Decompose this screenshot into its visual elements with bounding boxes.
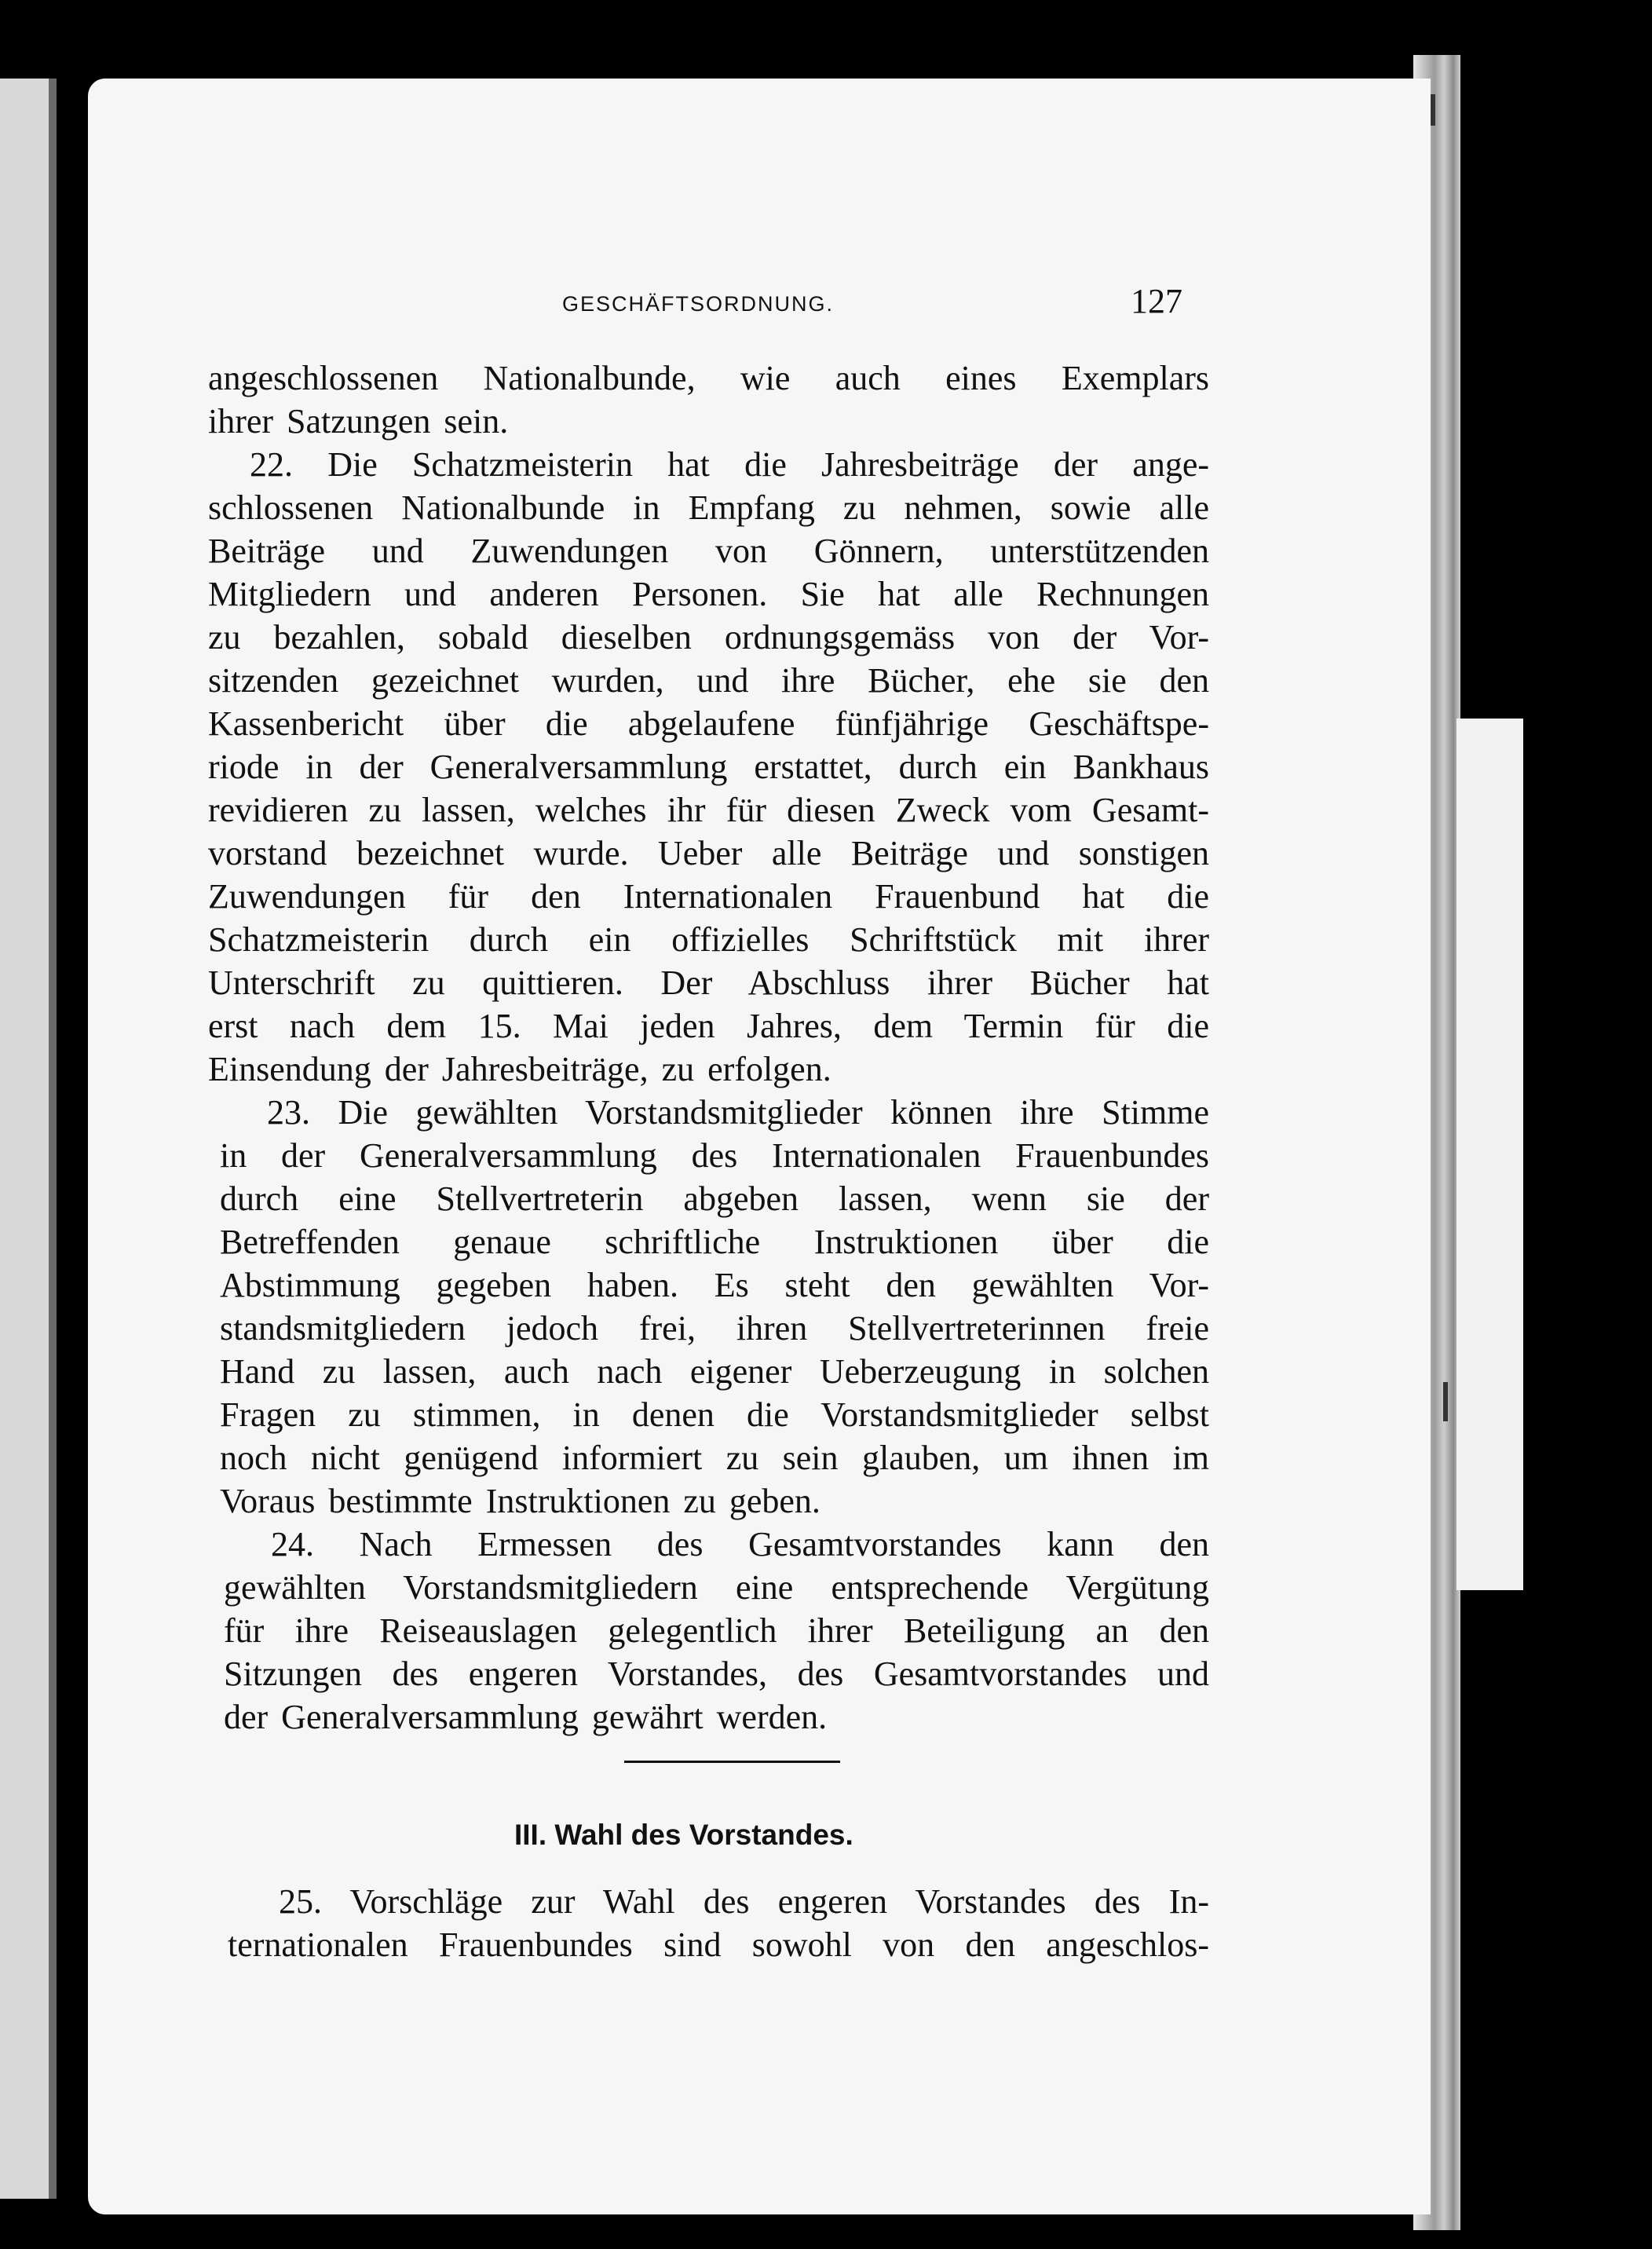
text-line: Kassenbericht über die abgelaufene fünfjährige Geschäftspe- bbox=[208, 704, 1209, 743]
text-line: Abstimmung gegeben haben. Es steht den gewählten Vor- bbox=[220, 1266, 1209, 1304]
text-line: der Generalversammlung gewährt werden. bbox=[224, 1698, 828, 1736]
text-line: 22. Die Schatzmeisterin hat die Jahresbeiträge der ange- bbox=[250, 445, 1209, 484]
text-line: 24. Nach Ermessen des Gesamtvorstandes kann den bbox=[271, 1525, 1209, 1563]
text-line: in der Generalversammlung des Internationalen Frauenbundes bbox=[220, 1136, 1209, 1175]
text-line: ihrer Satzungen sein. bbox=[208, 402, 509, 441]
running-head: GESCHÄFTSORDNUNG. bbox=[562, 292, 835, 316]
text-line: Beiträge und Zuwendungen von Gönnern, unterstützenden bbox=[208, 532, 1209, 570]
text-line: für ihre Reiseauslagen gelegentlich ihrer Beteiligung an den bbox=[224, 1611, 1209, 1650]
text-line: riode in der Generalversammlung erstattet, durch ein Bankhaus bbox=[208, 748, 1209, 786]
text-line: Einsendung der Jahresbeiträge, zu erfolgen. bbox=[208, 1050, 831, 1088]
text-line: revidieren zu lassen, welches ihr für diesen Zweck vom Gesamt- bbox=[208, 791, 1209, 829]
text-line: gewählten Vorstandsmitgliedern eine entsprechende Vergütung bbox=[224, 1568, 1209, 1607]
text-line: Zuwendungen für den Internationalen Frauenbund hat die bbox=[208, 877, 1209, 916]
text-line: Unterschrift zu quittieren. Der Abschluss ihrer Bücher hat bbox=[208, 964, 1209, 1002]
text-line: schlossenen Nationalbunde in Empfang zu nehmen, sowie alle bbox=[208, 488, 1209, 527]
text-line: 23. Die gewählten Vorstandsmitglieder können ihre Stimme bbox=[267, 1093, 1209, 1132]
page-number: 127 bbox=[1131, 282, 1182, 320]
text-line: noch nicht genügend informiert zu sein glauben, um ihnen im bbox=[220, 1439, 1209, 1477]
text-line: erst nach dem 15. Mai jeden Jahres, dem Termin für die bbox=[208, 1007, 1209, 1045]
section-divider bbox=[624, 1761, 840, 1763]
page-tab bbox=[1456, 719, 1523, 1590]
text-line: Fragen zu stimmen, in denen die Vorstandsmitglieder selbst bbox=[220, 1395, 1209, 1434]
text-line: Voraus bestimmte Instruktionen zu geben. bbox=[220, 1482, 821, 1520]
text-line: angeschlossenen Nationalbunde, wie auch eines Exemplars bbox=[208, 359, 1209, 397]
section-heading: III. Wahl des Vorstandes. bbox=[514, 1819, 853, 1851]
text-line: Sitzungen des engeren Vorstandes, des Gesamtvorstandes und bbox=[224, 1655, 1209, 1693]
text-line: ternationalen Frauenbundes sind sowohl von den angeschlos- bbox=[228, 1925, 1209, 1964]
spine-mark bbox=[1431, 94, 1435, 126]
text-line: Betreffenden genaue schriftliche Instruktionen über die bbox=[220, 1223, 1209, 1261]
left-page-shadow bbox=[49, 79, 57, 2199]
text-line: Schatzmeisterin durch ein offizielles Schriftstück mit ihrer bbox=[208, 920, 1209, 959]
text-line: zu bezahlen, sobald dieselben ordnungsgemäss von der Vor- bbox=[208, 618, 1209, 656]
text-line: standsmitgliedern jedoch frei, ihren Stellvertreterinnen freie bbox=[220, 1309, 1209, 1348]
text-line: 25. Vorschläge zur Wahl des engeren Vorstandes des In- bbox=[279, 1882, 1209, 1921]
text-line: durch eine Stellvertreterin abgeben lassen, wenn sie der bbox=[220, 1179, 1209, 1218]
text-line: Hand zu lassen, auch nach eigener Ueberzeugung in solchen bbox=[220, 1352, 1209, 1391]
text-line: Mitgliedern und anderen Personen. Sie hat alle Rechnungen bbox=[208, 575, 1209, 613]
text-line: vorstand bezeichnet wurde. Ueber alle Beiträge und sonstigen bbox=[208, 834, 1209, 872]
spine-mark bbox=[1443, 1382, 1448, 1421]
text-line: sitzenden gezeichnet wurden, und ihre Bücher, ehe sie den bbox=[208, 661, 1209, 700]
